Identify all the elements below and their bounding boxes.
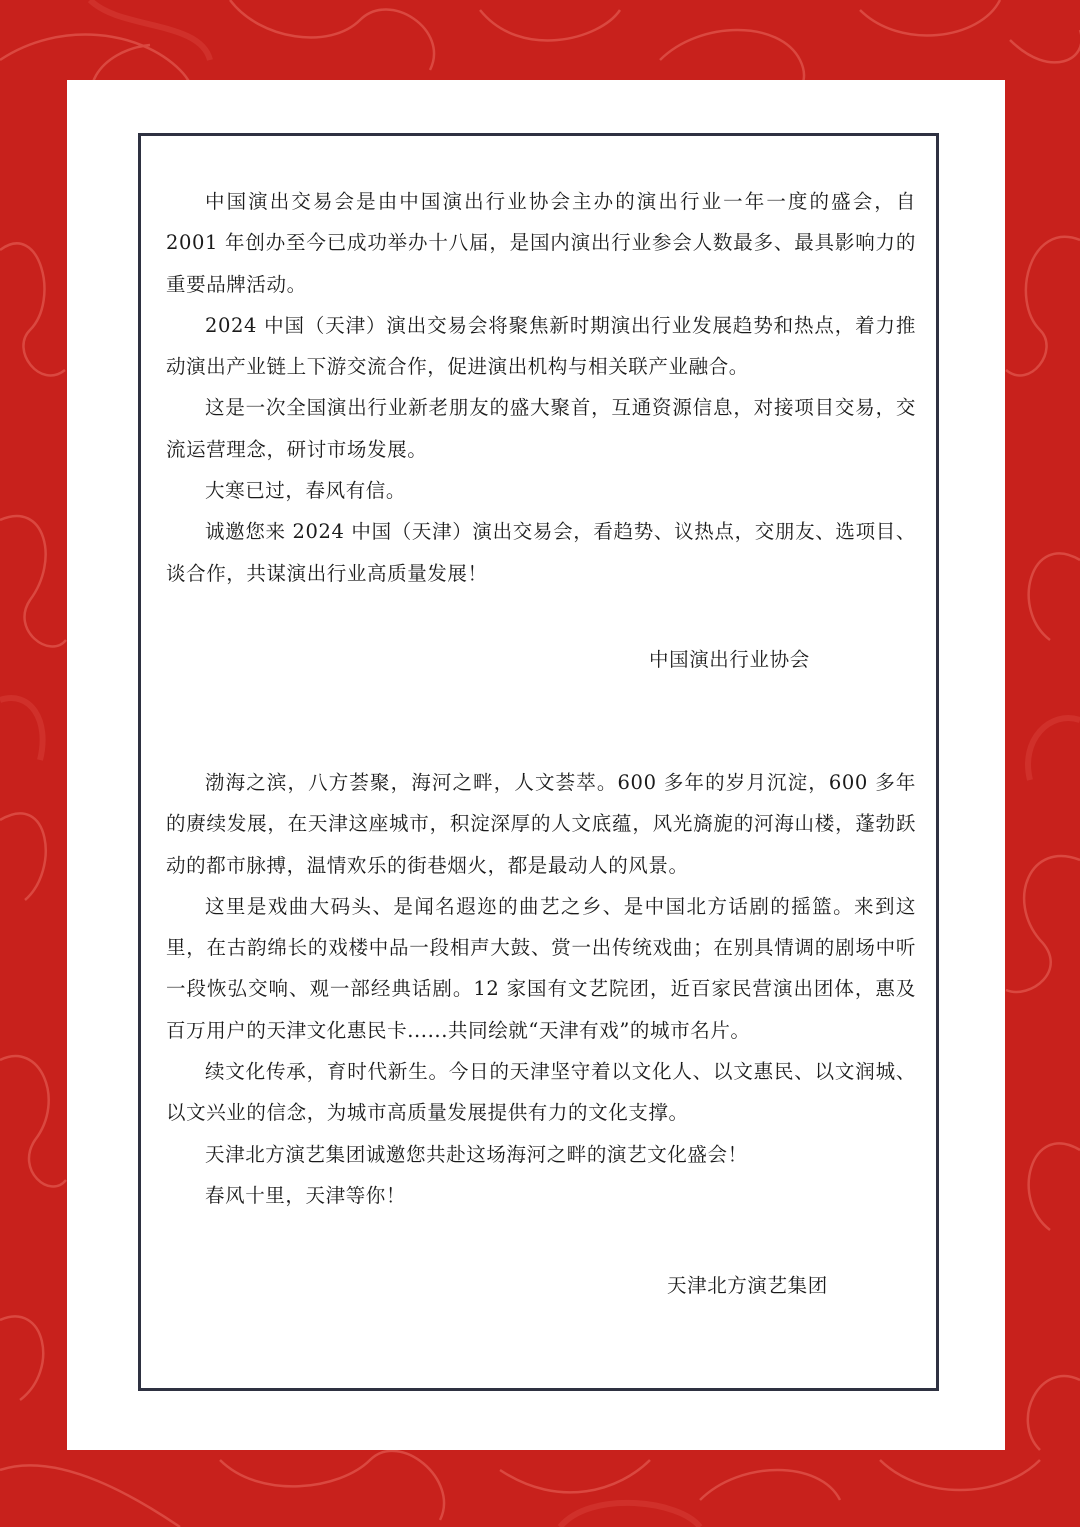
association-paragraph-4: 大寒已过，春风有信。 bbox=[205, 479, 407, 503]
association-paragraph-2: 2024 中国（天津）演出交易会将聚焦新时期演出行业发展趋势和热点，着力推动演出产业链上下游交流合作，促进演出机构与相关联产业融合。 bbox=[166, 313, 916, 379]
group-signature: 天津北方演艺集团 bbox=[667, 1274, 828, 1297]
association-paragraph-5: 诚邀您来 2024 中国（天津）演出交易会，看趋势、议热点，交朋友、选项目、谈合作，共谋演出行业高质量发展！ bbox=[166, 520, 916, 585]
group-paragraph-3: 续文化传承，育时代新生。今日的天津坚守着以文化人、以文惠民、以文润城、以文兴业的信念，为城市高质量发展提供有力的文化支撑。 bbox=[166, 1060, 916, 1125]
group-letter bbox=[166, 762, 916, 1216]
group-paragraph-5: 春风十里，天津等你！ bbox=[205, 1183, 407, 1207]
association-signature: 中国演出行业协会 bbox=[649, 648, 810, 671]
association-letter bbox=[166, 181, 916, 594]
group-paragraph-2: 这里是戏曲大码头、是闻名遐迩的曲艺之乡、是中国北方话剧的摇篮。来到这里，在古韵绵长的戏楼中品一段相声大鼓、赏一出传统戏曲；在别具情调的剧场中听一段恢弘交响、观一部经典话剧。12 家国有文艺院团，近百家民营演出团体，惠及百万用户的天津文化惠民卡......共同绘就“天津有戏”的城市名片。 bbox=[166, 894, 916, 1042]
group-paragraph-1: 渤海之滨，八方荟聚，海河之畔，人文荟萃。600 多年的岁月沉淀，600 多年的赓续发展，在天津这座城市，积淀深厚的人文底蕴，风光旖旎的河海山楼，蓬勃跃动的都市脉搏，温情欢乐的街巷烟火，都是最动人的风景。 bbox=[166, 771, 916, 877]
association-paragraph-1: 中国演出交易会是由中国演出行业协会主办的演出行业一年一度的盛会，自2001 年创办至今已成功举办十八届，是国内演出行业参会人数最多、最具影响力的重要品牌活动。 bbox=[166, 190, 916, 296]
group-paragraph-4: 天津北方演艺集团诚邀您共赴这场海河之畔的演艺文化盛会！ bbox=[205, 1142, 748, 1166]
association-paragraph-3: 这是一次全国演出行业新老朋友的盛大聚首，互通资源信息，对接项目交易，交流运营理念，研讨市场发展。 bbox=[166, 396, 916, 461]
